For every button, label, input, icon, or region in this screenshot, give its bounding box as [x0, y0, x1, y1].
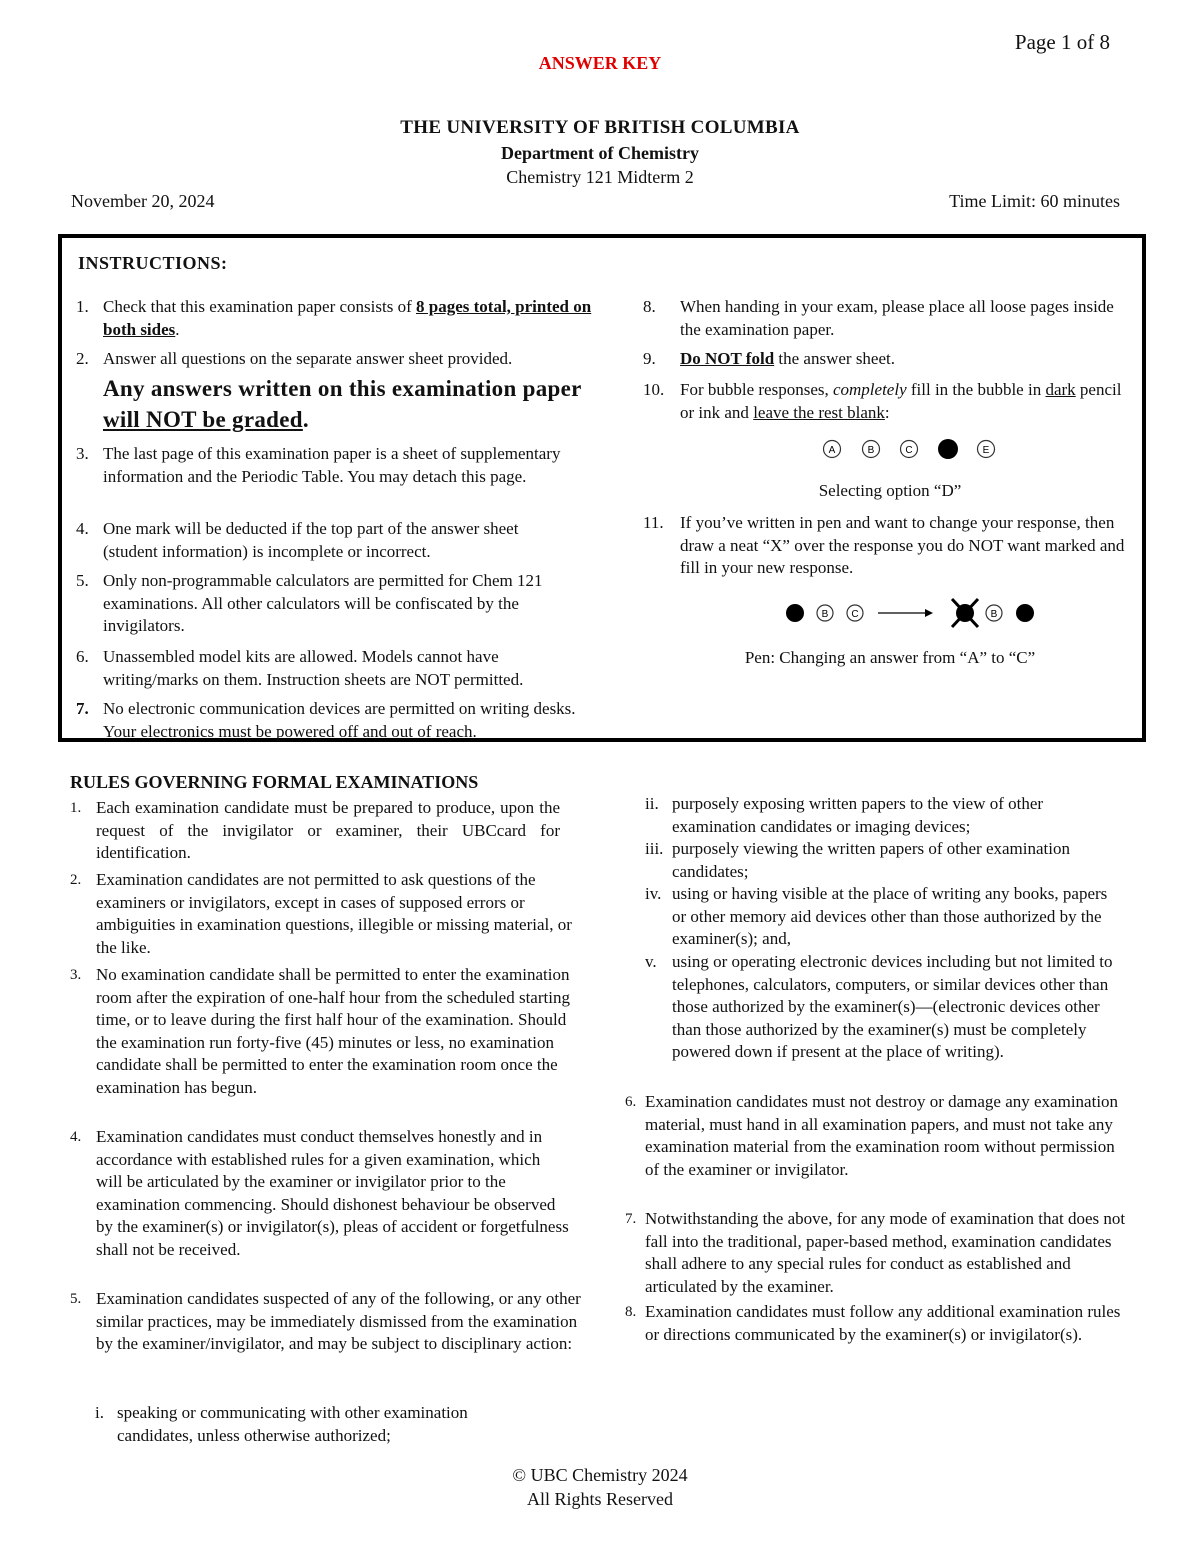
- rights-reserved: All Rights Reserved: [527, 1489, 673, 1509]
- bubble-b: [986, 605, 1002, 621]
- rule-5-ii: ii. purposely exposing written papers to the view of other examination candidates or imaging devices;: [645, 794, 1044, 836]
- graded-warning: Any answers written on this examination paper will NOT be graded.: [103, 375, 582, 432]
- instruction-4: 4. One mark will be deducted if the top part of the answer sheet (student information) is incomplete or incorrect.: [76, 519, 519, 561]
- pen-change-example: [780, 596, 1050, 630]
- instruction-9: 9. Do NOT fold the answer sheet.: [643, 349, 895, 368]
- bubble-a: [824, 441, 841, 458]
- instruction-2: 2. Answer all questions on the separate answer sheet provided. Any answers written on this examination paper will NOT be graded.: [76, 348, 606, 435]
- rule-7: 7. Notwithstanding the above, for any mode of examination that does not fall into the traditional, paper-based method, examination candidates shall adhere to any special rules for conduct as established and articulated by the examiner.: [625, 1209, 1126, 1296]
- bubble-c: [847, 605, 863, 621]
- rule-2: 2. Examination candidates are not permitted to ask questions of the examiners or invigilators, except in cases of supposed errors or ambiguities in examination questions, illegible or missing material, or the like.: [70, 870, 572, 957]
- instruction-10: 10. For bubble responses, completely fill in the bubble in dark pencil or ink and leave the rest blank:: [643, 380, 1122, 422]
- university-title: THE UNIVERSITY OF BRITISH COLUMBIA: [400, 117, 800, 138]
- bubble-e: [978, 441, 995, 458]
- rule-5-i: i. speaking or communicating with other examination candidates, unless otherwise authorized;: [95, 1403, 468, 1445]
- page-number: Page 1 of 8: [1014, 30, 1110, 54]
- instruction-7: 7. No electronic communication devices are permitted on writing desks. Your electronics must be powered off and out of reach.: [76, 699, 576, 741]
- bubble-example: [818, 436, 1008, 462]
- instruction-3: 3. The last page of this examination paper is a sheet of supplementary information and the Periodic Table. You may detach this page.: [76, 444, 561, 486]
- arrow-icon: [878, 609, 933, 617]
- copyright: © UBC Chemistry 2024: [512, 1465, 688, 1485]
- pen-caption: Pen: Changing an answer from “A” to “C”: [744, 648, 1036, 667]
- bubble-b: [863, 441, 880, 458]
- bubble-c-filled: [1016, 604, 1034, 622]
- rule-5-iii: iii. purposely viewing the written papers of other examination candidates;: [645, 839, 1070, 881]
- rules-title: RULES GOVERNING FORMAL EXAMINATIONS: [70, 772, 479, 792]
- svg-text:B: B: [990, 609, 998, 620]
- rule-5-v: v. using or operating electronic devices including but not limited to telephones, calculators, computers, or similar devices other than those authorized by the examiner(s)—(electronic devices other than those authorized by the examiner(s) must be completely powered down if present at the place of writing).: [645, 952, 1113, 1061]
- svg-text:B: B: [821, 609, 829, 620]
- rule-8: 8. Examination candidates must follow any additional examination rules or directions communicated by the examiner(s) or invigilator(s).: [625, 1302, 1121, 1344]
- bubble-b: [817, 605, 833, 621]
- time-limit: Time Limit: 60 minutes: [949, 191, 1120, 211]
- svg-text:E: E: [982, 445, 990, 456]
- instruction-6: 6. Unassembled model kits are allowed. Models cannot have writing/marks on them. Instruction sheets are NOT permitted.: [76, 647, 524, 689]
- svg-text:A: A: [828, 445, 836, 456]
- rule-5: 5. Examination candidates suspected of any of the following, or any other similar practices, may be immediately dismissed from the examination by the examiner/invigilator, and may be subject to disciplinary action:: [70, 1289, 581, 1353]
- instructions-title: INSTRUCTIONS:: [78, 253, 228, 273]
- bubble-c: [901, 441, 918, 458]
- instruction-1: 1. Check that this examination paper consists of 8 pages total, printed on both sides.: [76, 297, 592, 339]
- rule-3: 3. No examination candidate shall be permitted to enter the examination room after the expiration of one-half hour from the scheduled starting time, or to leave during the first half hour of the examination. Should the examination run forty-five (45) minutes or less, no examination candidate shall be permitted to enter the examination room once the examination has begun.: [70, 965, 570, 1097]
- instruction-11: 11. If you’ve written in pen and want to change your response, then draw a neat “X” over the response you do NOT want marked and fill in your new response.: [643, 513, 1125, 577]
- course-title: Chemistry 121 Midterm 2: [506, 167, 694, 187]
- rule-6: 6. Examination candidates must not destroy or damage any examination material, must hand in all examination papers, and must not take any examination material from the examination room without permission of the examiner or invigilator.: [625, 1092, 1119, 1179]
- exam-date: November 20, 2024: [71, 191, 215, 211]
- instruction-8: 8. When handing in your exam, please place all loose pages inside the examination paper.: [643, 297, 1114, 339]
- svg-text:C: C: [851, 609, 859, 620]
- rule-5-iv: iv. using or having visible at the place of writing any books, papers or other memory aid devices other than those authorized by the examiner(s); and,: [645, 884, 1108, 948]
- crossed-out-bubble-icon: [952, 599, 978, 627]
- rule-1: 1. Each examination candidate must be prepared to produce, upon the request of the invigilator or examiner, their UBCcard for identification.: [70, 798, 560, 862]
- bubble-d-filled: [938, 439, 958, 459]
- instruction-5: 5. Only non-programmable calculators are permitted for Chem 121 examinations. All other calculators will be confiscated by the invigilators.: [76, 571, 543, 635]
- svg-text:B: B: [867, 445, 875, 456]
- svg-text:C: C: [905, 445, 913, 456]
- bubble-a-filled: [786, 604, 804, 622]
- department-title: Department of Chemistry: [501, 143, 699, 163]
- answer-key-label: ANSWER KEY: [538, 53, 662, 73]
- rule-4: 4. Examination candidates must conduct themselves honestly and in accordance with established rules for a given examination, which will be articulated by the examiner or invigilator prior to the examination commencing. Should dishonest behaviour be observed by the examiner(s) or invigilator(s), pleas of accident or forgetfulness shall not be received.: [70, 1127, 569, 1259]
- bubble-caption: Selecting option “D”: [818, 481, 962, 500]
